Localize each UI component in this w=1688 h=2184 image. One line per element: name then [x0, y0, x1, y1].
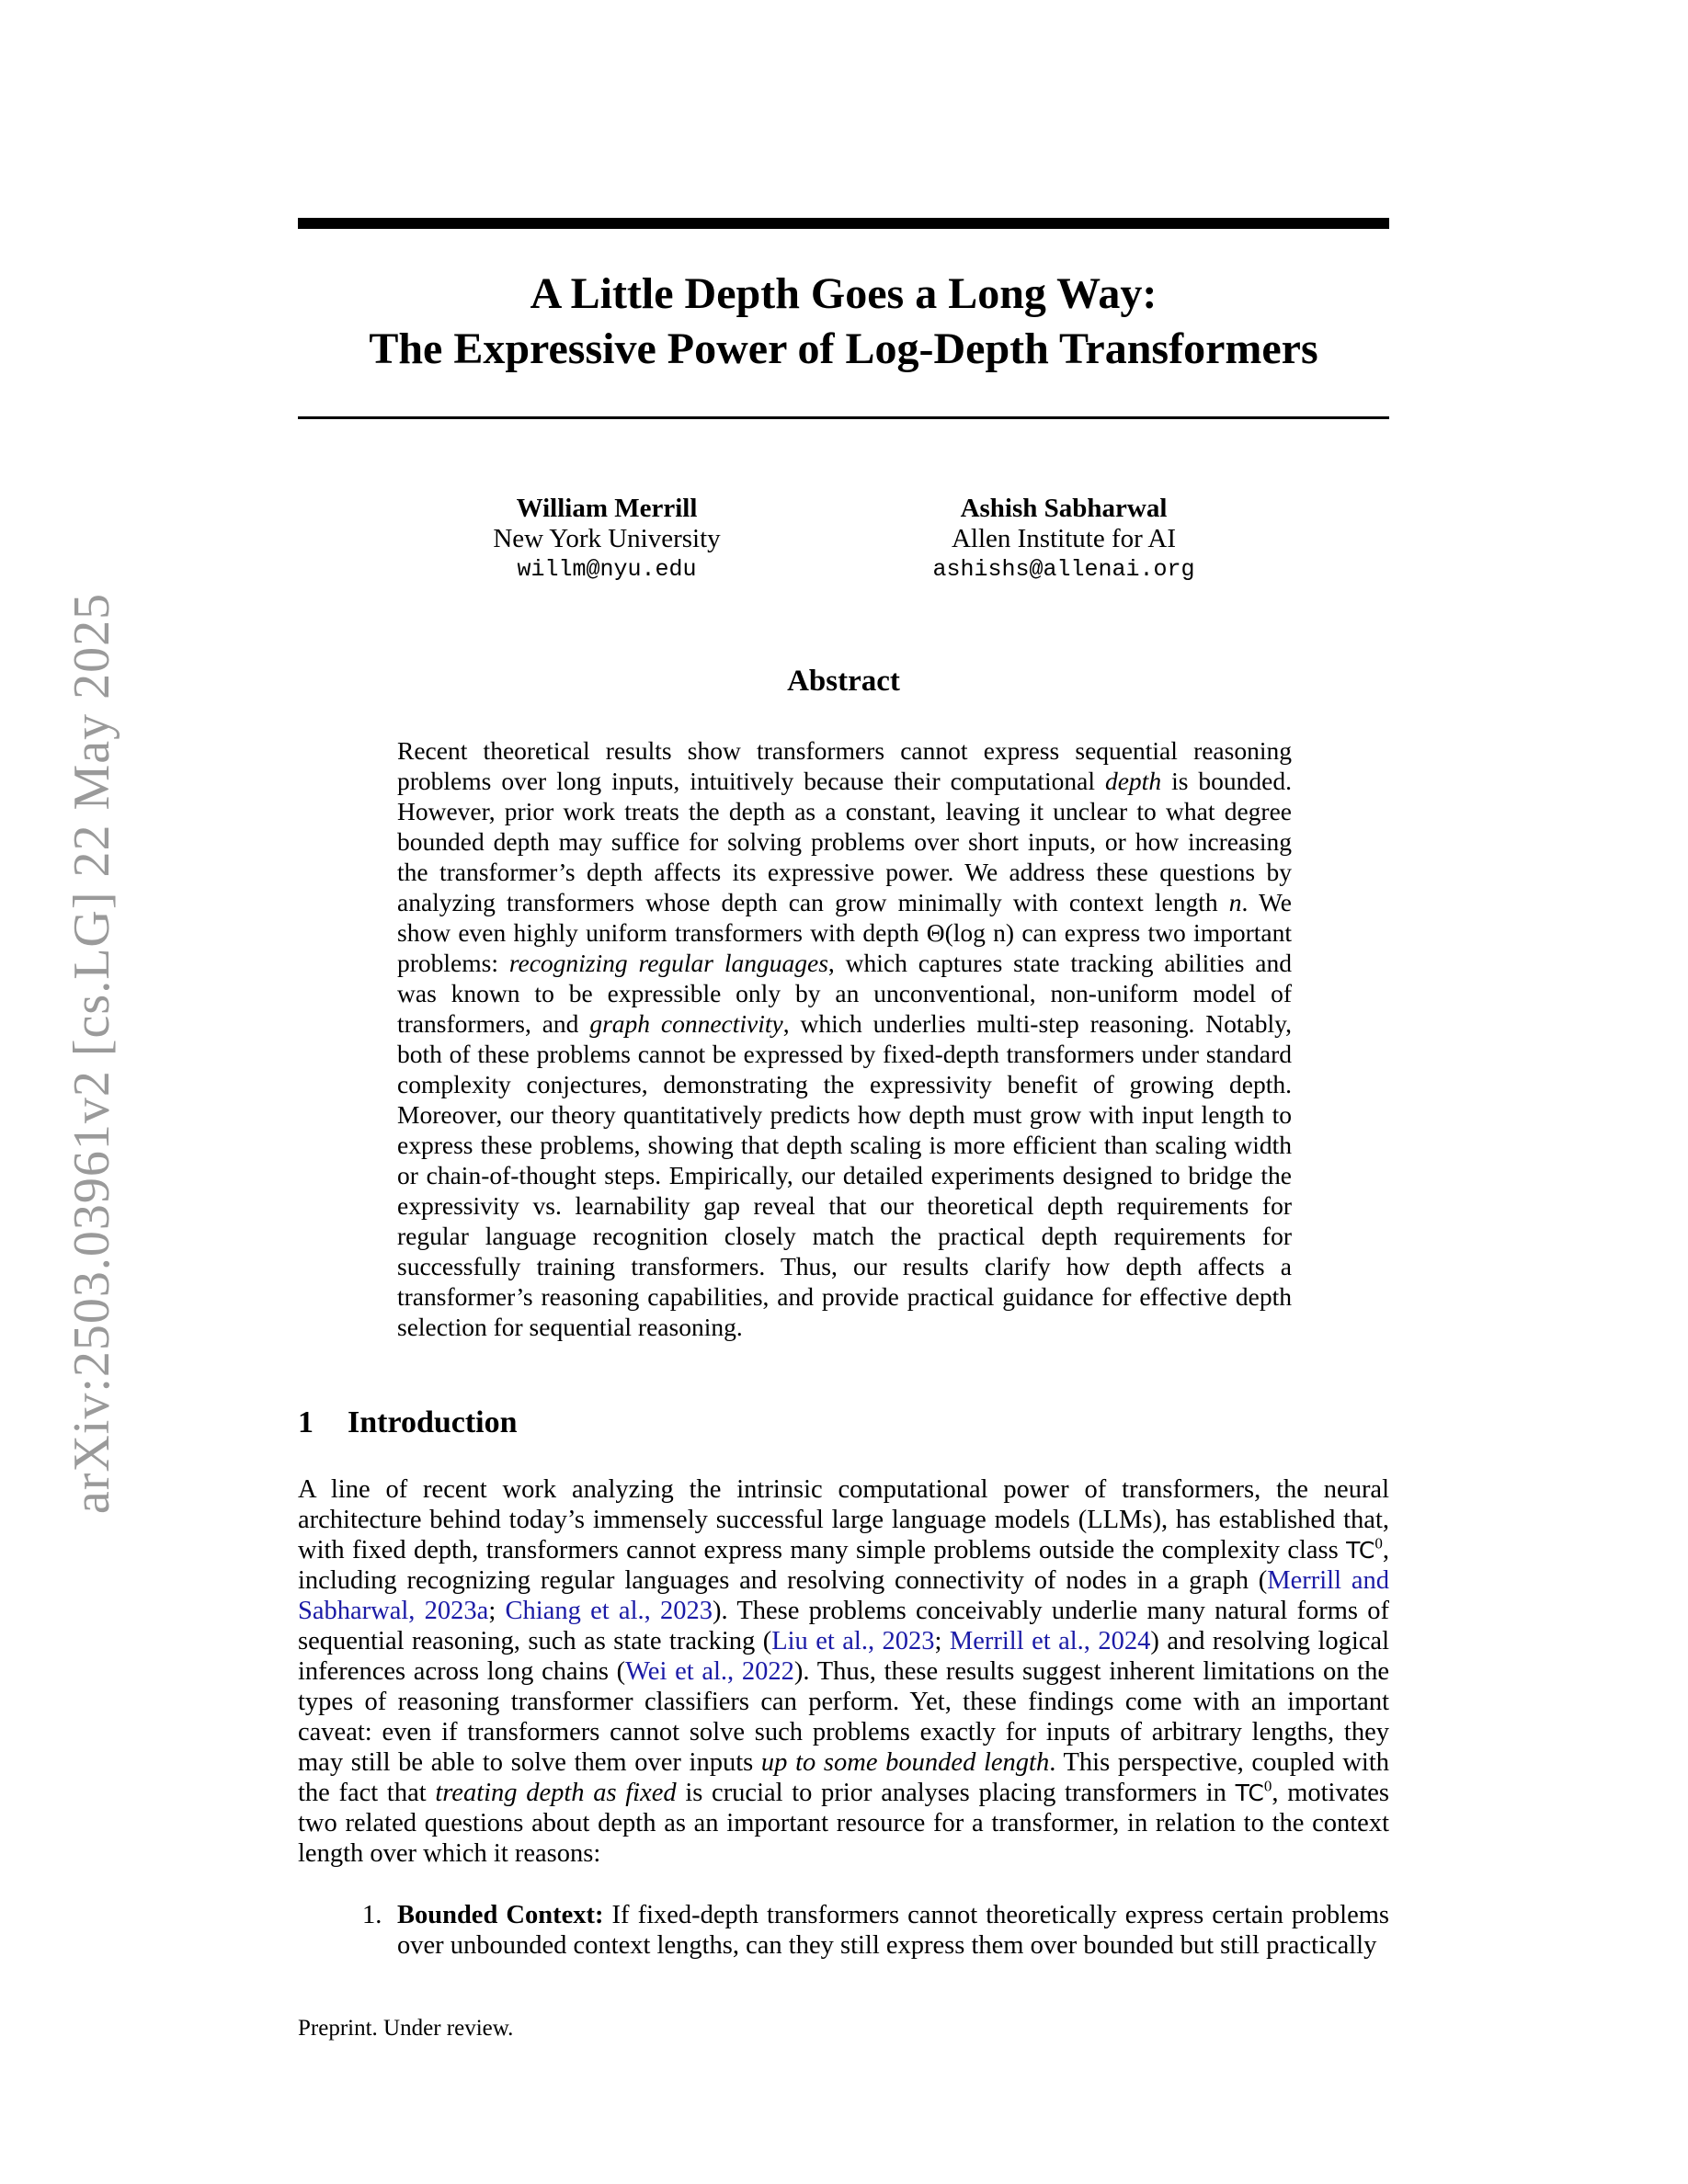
paper-title [298, 267, 1389, 377]
title-line-1: A Little Depth Goes a Long Way: [530, 269, 1158, 318]
body-text: ; [934, 1627, 950, 1655]
citation-link[interactable]: Liu et al., 2023 [771, 1627, 935, 1655]
body-text: ) and resolving logical inferences across long chains ( [298, 1627, 1389, 1686]
list-item-label: Bounded Context: [397, 1901, 604, 1929]
superscript: 0 [1263, 1777, 1272, 1795]
body-text: , including recognizing regular languages and resolving connectivity of nodes in a graph ( [298, 1536, 1389, 1595]
body-text: is crucial to prior analyses placing transformers in [676, 1779, 1236, 1807]
question-list [298, 1900, 1389, 1961]
author-block-1 [414, 494, 800, 585]
body-emphasis: treating depth as fixed [435, 1779, 677, 1807]
body-emphasis: up to some bounded length [760, 1748, 1050, 1777]
abstract-heading: Abstract [787, 665, 900, 698]
title-bottom-rule [298, 416, 1389, 419]
list-item [298, 1900, 1389, 1961]
title-top-rule [298, 218, 1389, 229]
body-text: ). These problems conceivably underlie many natural forms of sequential reasoning, such as state tracking ( [298, 1597, 1389, 1655]
body-text: . This perspective, coupled with the fact that [298, 1748, 1389, 1807]
footer-note: Preprint. Under review. [298, 2016, 514, 2041]
body-text: ). Thus, these results suggest inherent limitations on the types of reasoning transformer classifiers can perform. Yet, these findings come with an important caveat: even if transformers cannot solve such problems exactly for inputs of arbitrary lengths, they may still be able to solve them over inputs [298, 1657, 1390, 1777]
author-name: Ashish Sabharwal [960, 494, 1168, 523]
abstract-text: . We show even highly uniform transformers with depth [397, 888, 1292, 947]
abstract-text: , which captures state tracking abilities and was known to be expressible only by an unconventional, non-uniform model of transformers, and [397, 949, 1292, 1038]
arxiv-identifier: arXiv:2503.03961v2 [cs.LG] 22 May 2025 [63, 592, 120, 1515]
abstract-math: Θ(log n) [926, 918, 1015, 947]
complexity-class: TC [1346, 1537, 1375, 1564]
section-heading-introduction [298, 1405, 518, 1440]
author-affiliation: Allen Institute for AI [951, 524, 1177, 553]
section-number: 1 [298, 1405, 314, 1439]
abstract-text: is bounded. However, prior work treats the depth as a constant, leaving it unclear to what degree bounded depth may suffice for solving problems over short inputs, or how increasing the transformer’s depth affects its expressive power. We address these questions by analyzing transformers whose depth can grow minimally with context length [397, 767, 1292, 916]
abstract-text: can express two important problems: [397, 918, 1292, 977]
author-block-2 [871, 494, 1257, 585]
body-text: , motivates two related questions about depth as an important resource for a transformer, in relation to the context length over which it reasons: [298, 1779, 1390, 1868]
abstract-body [397, 735, 1292, 1342]
abstract-emphasis: graph connectivity [589, 1009, 783, 1038]
abstract-emphasis: recognizing regular languages [508, 949, 828, 977]
title-line-2: The Expressive Power of Log-Depth Transformers [369, 324, 1318, 373]
abstract-emphasis: depth [1104, 767, 1162, 795]
citation-link[interactable]: Merrill et al., 2024 [949, 1627, 1151, 1655]
citation-link[interactable]: Chiang et al., 2023 [505, 1597, 713, 1625]
abstract-text: Recent theoretical results show transformers cannot express sequential reasoning problems over long inputs, intuitively because their computational [397, 736, 1292, 795]
citation-link[interactable]: Wei et al., 2022 [625, 1657, 794, 1686]
introduction-paragraph [298, 1474, 1389, 1869]
list-item-text: If fixed-depth transformers cannot theoretically express certain problems over unbounded context lengths, can they still express them over bounded but still practically [397, 1901, 1389, 1960]
body-text: ; [488, 1597, 506, 1625]
body-text: A line of recent work analyzing the intrinsic computational power of transformers, the neural architecture behind today’s immensely successful large language models (LLMs), has established that, with fixed depth, transformers cannot express many simple problems outside the complexity class [298, 1475, 1389, 1564]
citation-link[interactable]: Merrill and Sabharwal, 2023a [298, 1566, 1389, 1625]
author-email[interactable]: willm@nyu.edu [517, 556, 697, 583]
author-name: William Merrill [516, 494, 698, 523]
author-email[interactable]: ashishs@allenai.org [932, 556, 1195, 583]
complexity-class: TC [1235, 1780, 1264, 1806]
abstract-variable: n [1228, 888, 1242, 916]
superscript: 0 [1374, 1534, 1383, 1553]
author-affiliation: New York University [493, 524, 721, 553]
list-marker: 1. [362, 1901, 382, 1929]
section-title: Introduction [348, 1405, 518, 1439]
abstract-text: , which underlies multi-step reasoning. Notably, both of these problems cannot be expressed by fixed-depth transformers under standard complexity conjectures, demonstrating the expressivity benefit of growing depth. Moreover, our theory quantitatively predicts how depth must grow with input length to express these problems, showing that depth scaling is more efficient than scaling width or chain-of-thought steps. Empirically, our detailed experiments designed to bridge the expressivity vs. learnability gap reveal that our theoretical depth requirements for regular language recognition closely match the practical depth requirements for successfully training transformers. Thus, our results clarify how depth affects a transformer’s reasoning capabilities, and provide practical guidance for effective depth selection for sequential reasoning. [397, 1009, 1292, 1341]
